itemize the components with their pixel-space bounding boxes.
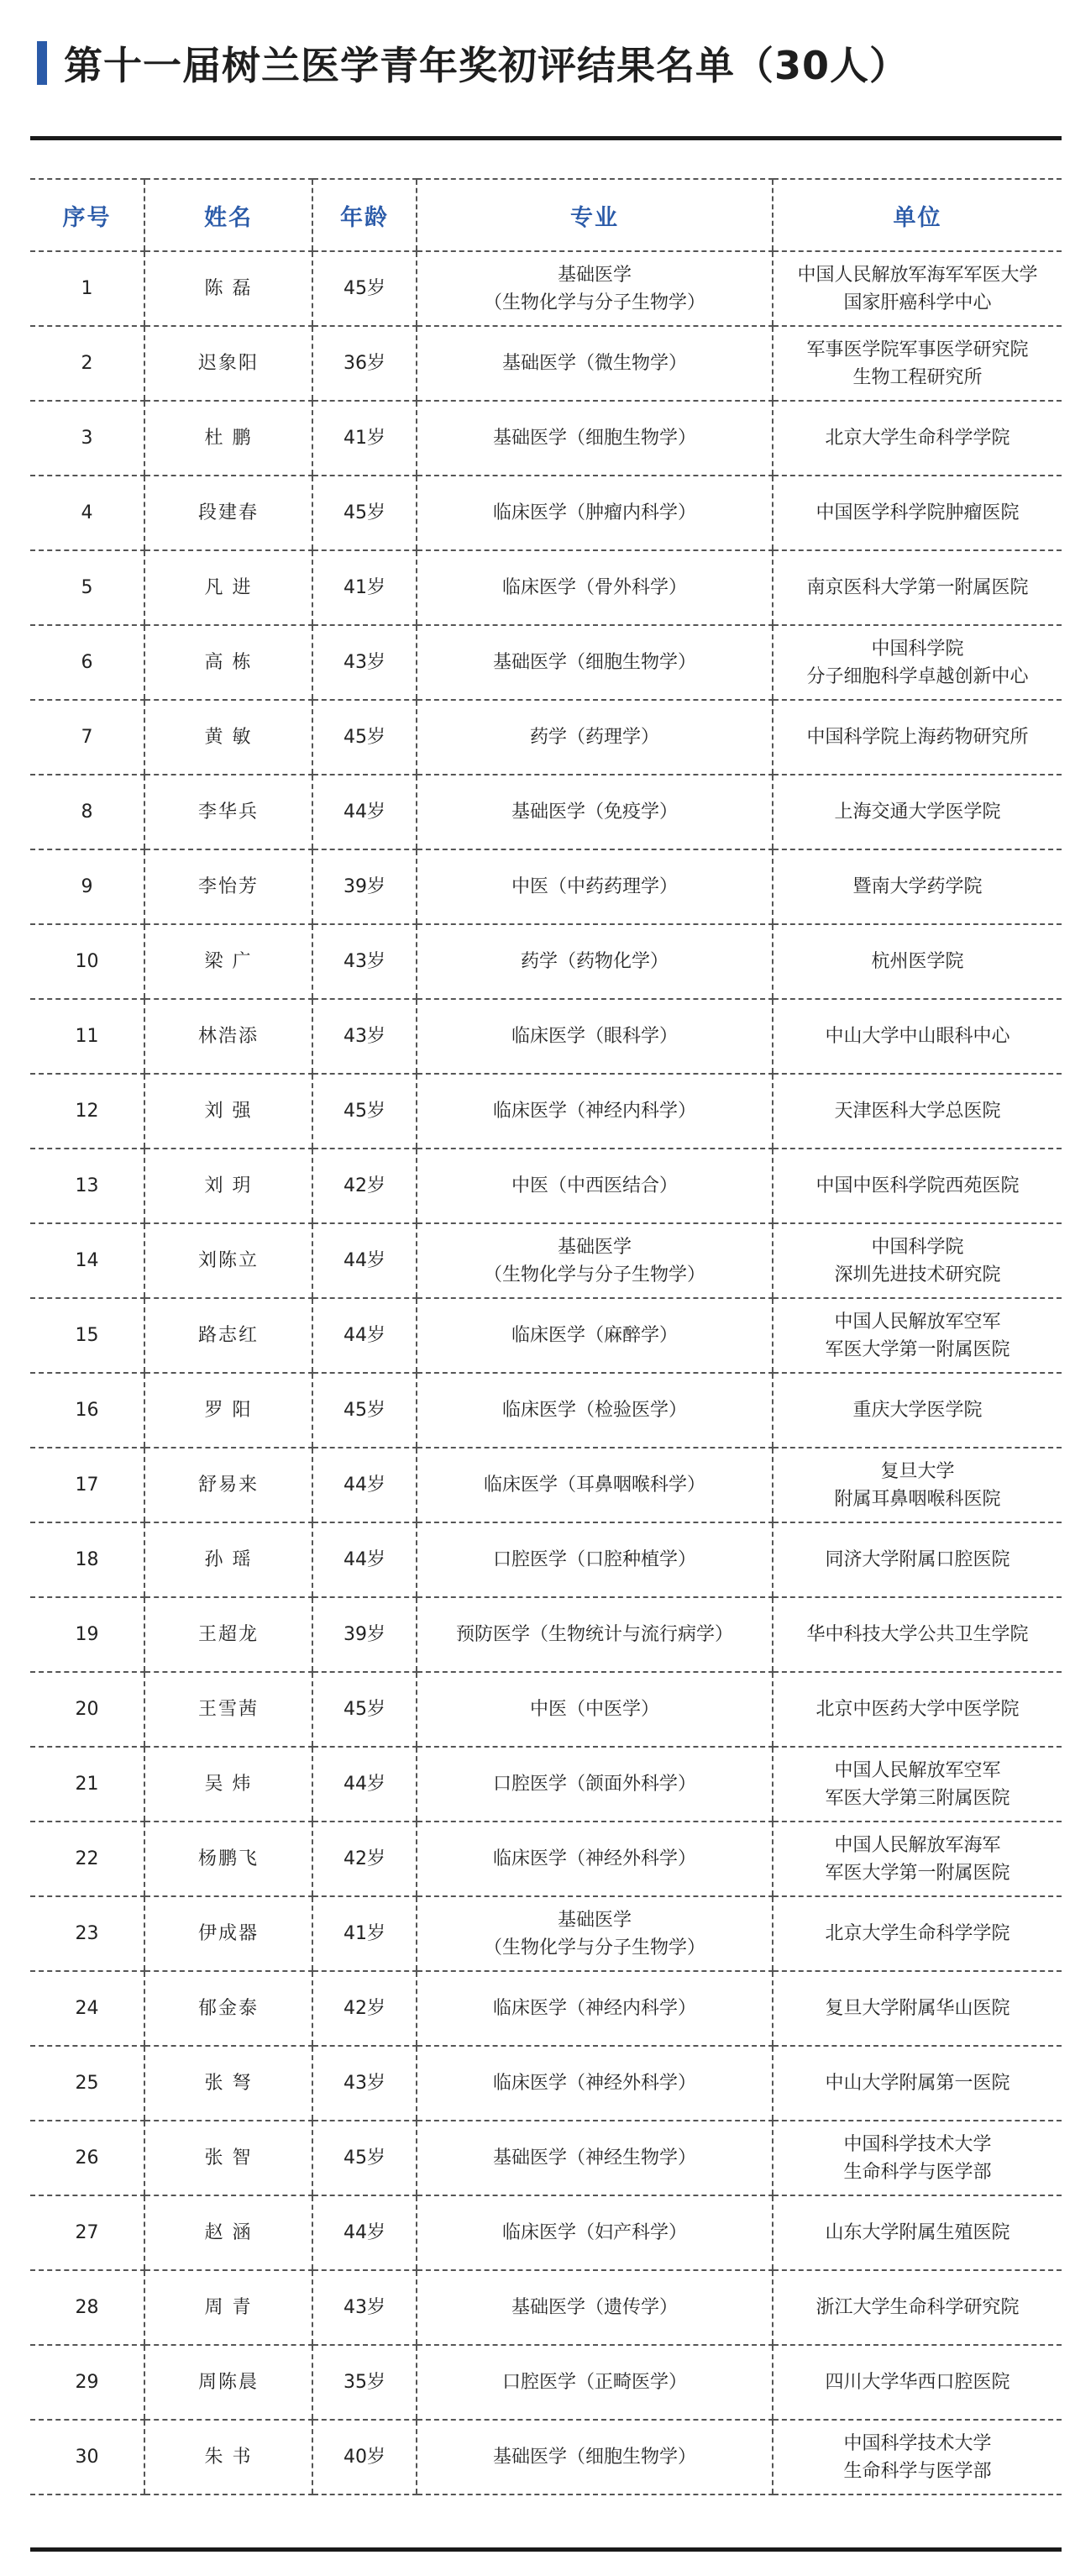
row-unit (773, 1672, 1062, 1747)
row-unit (773, 849, 1062, 924)
row-unit (773, 2420, 1062, 2495)
row-unit-line: 中国人民解放军空军 (834, 1311, 1001, 1333)
row-number: 3 (30, 401, 144, 476)
row-name: 李怡芳 (144, 849, 312, 924)
row-major (417, 2345, 773, 2420)
row-unit (773, 2345, 1062, 2420)
row-major-line: 临床医学（耳鼻咽喉科学） (483, 1475, 705, 1496)
row-major-line: 临床医学（神经内科学） (492, 1998, 696, 2019)
row-unit (773, 999, 1062, 1074)
row-unit-line: 天津医科大学总医院 (834, 1101, 1001, 1122)
row-unit-line: 四川大学华西口腔医院 (825, 2372, 1010, 2393)
row-number: 14 (30, 1223, 144, 1298)
row-number: 2 (30, 326, 144, 401)
row-major-line: 基础医学 (557, 1236, 632, 1258)
row-unit-line: 中国科学技术大学 (843, 2432, 992, 2454)
row-age: 43岁 (312, 2270, 417, 2345)
row-name: 朱 书 (144, 2420, 312, 2495)
row-name: 梁 广 (144, 924, 312, 999)
row-unit-line: 复旦大学 (880, 1460, 955, 1482)
table-row (30, 2046, 1062, 2121)
row-major-line: 基础医学（细胞生物学） (492, 652, 696, 673)
title-accent-bar (37, 41, 47, 85)
row-major (417, 849, 773, 924)
row-name: 周陈晨 (144, 2345, 312, 2420)
row-number: 23 (30, 1896, 144, 1971)
row-unit (773, 2270, 1062, 2345)
table-row (30, 2420, 1062, 2495)
row-name: 林浩添 (144, 999, 312, 1074)
table-row (30, 999, 1062, 1074)
row-unit (773, 625, 1062, 700)
table-body (30, 251, 1062, 2495)
row-age: 45岁 (312, 1672, 417, 1747)
row-number: 6 (30, 625, 144, 700)
row-name: 王雪茜 (144, 1672, 312, 1747)
header-unit: 单位 (773, 179, 1062, 251)
row-major-line: 基础医学（神经生物学） (492, 2148, 696, 2169)
row-unit-line: 中国人民解放军海军 (834, 1834, 1001, 1856)
row-age: 41岁 (312, 401, 417, 476)
row-unit (773, 401, 1062, 476)
row-unit-line: 生物工程研究所 (852, 366, 983, 388)
row-major (417, 1747, 773, 1822)
row-number: 25 (30, 2046, 144, 2121)
row-name: 张 弩 (144, 2046, 312, 2121)
row-age: 36岁 (312, 326, 417, 401)
row-major-line: 中医（中药药理学） (511, 876, 678, 897)
table-row (30, 1074, 1062, 1149)
row-unit-line: 南京医科大学第一附属医院 (806, 577, 1029, 598)
row-unit (773, 775, 1062, 849)
bottom-rule (30, 2547, 1062, 2552)
row-number: 30 (30, 2420, 144, 2495)
row-unit-line: 分子细胞科学卓越创新中心 (806, 665, 1029, 687)
row-major (417, 1672, 773, 1747)
row-major (417, 1971, 773, 2046)
row-number: 24 (30, 1971, 144, 2046)
table-row (30, 1747, 1062, 1822)
row-age: 42岁 (312, 1149, 417, 1223)
row-major-line: 基础医学（微生物学） (501, 353, 687, 374)
table-row (30, 476, 1062, 550)
row-unit (773, 1074, 1062, 1149)
row-unit-line: 浙江大学生命科学研究院 (815, 2297, 1020, 2318)
row-unit-line: 北京大学生命科学学院 (825, 1923, 1010, 1944)
row-number: 22 (30, 1822, 144, 1896)
row-major-line: 预防医学（生物统计与流行病学） (455, 1624, 733, 1645)
row-major (417, 1223, 773, 1298)
row-unit-line: 中国医学科学院肿瘤医院 (815, 502, 1020, 523)
row-name: 路志红 (144, 1298, 312, 1373)
row-major-line: 口腔医学（口腔种植学） (492, 1549, 696, 1570)
row-unit-line: 军事医学院军事医学研究院 (806, 339, 1029, 360)
row-major (417, 924, 773, 999)
row-age: 44岁 (312, 2195, 417, 2270)
row-unit (773, 1522, 1062, 1597)
row-major (417, 2121, 773, 2195)
row-major-line: 口腔医学（颌面外科学） (492, 1774, 696, 1795)
page-title: 第十一届树兰医学青年奖初评结果名单（30人） (64, 43, 910, 88)
table-row (30, 1597, 1062, 1672)
row-number: 27 (30, 2195, 144, 2270)
row-major (417, 999, 773, 1074)
row-unit (773, 550, 1062, 625)
row-age: 43岁 (312, 2046, 417, 2121)
row-number: 26 (30, 2121, 144, 2195)
row-major (417, 550, 773, 625)
row-unit (773, 1149, 1062, 1223)
row-unit-line: 杭州医学院 (871, 951, 964, 972)
row-unit (773, 1822, 1062, 1896)
row-major (417, 700, 773, 775)
row-major (417, 1074, 773, 1149)
row-major (417, 1597, 773, 1672)
row-major (417, 2420, 773, 2495)
row-major-line: 药学（药理学） (529, 727, 659, 748)
row-name: 刘 强 (144, 1074, 312, 1149)
row-age: 45岁 (312, 700, 417, 775)
row-number: 12 (30, 1074, 144, 1149)
row-age: 41岁 (312, 550, 417, 625)
row-major (417, 1448, 773, 1522)
row-unit (773, 1896, 1062, 1971)
row-unit-line: 军医大学第一附属医院 (825, 1338, 1010, 1360)
row-major-line: 临床医学（麻醉学） (511, 1325, 678, 1346)
row-major (417, 2046, 773, 2121)
row-major (417, 251, 773, 326)
table-row (30, 2270, 1062, 2345)
table-row (30, 849, 1062, 924)
row-number: 19 (30, 1597, 144, 1672)
header-row (30, 179, 1062, 251)
row-age: 45岁 (312, 251, 417, 326)
row-number: 28 (30, 2270, 144, 2345)
row-age: 45岁 (312, 1373, 417, 1448)
row-age: 43岁 (312, 625, 417, 700)
row-age: 42岁 (312, 1971, 417, 2046)
row-age: 41岁 (312, 1896, 417, 1971)
row-major-line: 基础医学 (557, 1909, 632, 1931)
row-major (417, 2270, 773, 2345)
row-major-line: 基础医学（细胞生物学） (492, 428, 696, 449)
row-number: 11 (30, 999, 144, 1074)
row-major-line: 临床医学（眼科学） (511, 1026, 678, 1047)
row-unit (773, 2046, 1062, 2121)
row-unit (773, 700, 1062, 775)
table-row (30, 1896, 1062, 1971)
row-major-line: 口腔医学（正畸医学） (501, 2372, 687, 2393)
row-number: 1 (30, 251, 144, 326)
row-name: 李华兵 (144, 775, 312, 849)
row-unit-line: 北京中医药大学中医学院 (815, 1699, 1020, 1720)
row-unit-line: 生命科学与医学部 (843, 2460, 992, 2482)
table-row (30, 1822, 1062, 1896)
row-unit-line: 中国科学院 (871, 638, 964, 660)
row-major-line: 中医（中医学） (529, 1699, 659, 1720)
table-row (30, 924, 1062, 999)
row-number: 8 (30, 775, 144, 849)
row-name: 孙 瑶 (144, 1522, 312, 1597)
header-name: 姓名 (144, 179, 312, 251)
row-name: 刘 玥 (144, 1149, 312, 1223)
row-major (417, 1298, 773, 1373)
row-major-line: （生物化学与分子生物学） (483, 1937, 705, 1958)
row-unit-line: 中国中医科学院西苑医院 (815, 1175, 1020, 1196)
table-row (30, 1298, 1062, 1373)
row-unit-line: 重庆大学医学院 (852, 1400, 983, 1421)
row-unit-line: 同济大学附属口腔医院 (825, 1549, 1010, 1570)
row-name: 伊成器 (144, 1896, 312, 1971)
table-row (30, 251, 1062, 326)
table-row (30, 2195, 1062, 2270)
row-age: 39岁 (312, 1597, 417, 1672)
row-age: 44岁 (312, 1223, 417, 1298)
title-bar (37, 34, 909, 92)
table-row (30, 775, 1062, 849)
table-row (30, 1223, 1062, 1298)
row-age: 44岁 (312, 1747, 417, 1822)
row-number: 17 (30, 1448, 144, 1522)
row-age: 43岁 (312, 924, 417, 999)
row-number: 10 (30, 924, 144, 999)
row-name: 陈 磊 (144, 251, 312, 326)
table-row (30, 401, 1062, 476)
row-major (417, 1373, 773, 1448)
row-age: 45岁 (312, 476, 417, 550)
table-row (30, 2345, 1062, 2420)
row-unit-line: 华中科技大学公共卫生学院 (806, 1624, 1029, 1645)
row-name: 杨鹏飞 (144, 1822, 312, 1896)
row-major (417, 775, 773, 849)
top-rule (30, 136, 1062, 140)
table-row (30, 550, 1062, 625)
table-row (30, 1971, 1062, 2046)
row-unit-line: 附属耳鼻咽喉科医院 (834, 1488, 1001, 1510)
row-unit-line: 中国人民解放军海军军医大学 (797, 264, 1038, 286)
row-major (417, 1822, 773, 1896)
row-name: 高 栋 (144, 625, 312, 700)
row-number: 5 (30, 550, 144, 625)
row-number: 29 (30, 2345, 144, 2420)
row-major-line: 基础医学（遗传学） (511, 2297, 678, 2318)
row-major-line: 临床医学（神经外科学） (492, 1848, 696, 1869)
row-unit (773, 924, 1062, 999)
row-name: 吴 炜 (144, 1747, 312, 1822)
row-unit (773, 326, 1062, 401)
row-unit-line: 中国科学技术大学 (843, 2133, 992, 2155)
row-major-line: （生物化学与分子生物学） (483, 1264, 705, 1285)
row-unit-line: 军医大学第三附属医院 (825, 1787, 1010, 1809)
row-name: 舒易来 (144, 1448, 312, 1522)
row-unit (773, 1223, 1062, 1298)
row-name: 王超龙 (144, 1597, 312, 1672)
row-major (417, 326, 773, 401)
row-major (417, 625, 773, 700)
row-major-line: 基础医学（细胞生物学） (492, 2447, 696, 2468)
row-unit-line: 暨南大学药学院 (852, 876, 983, 897)
table-header (30, 179, 1062, 251)
row-major-line: 基础医学 (557, 264, 632, 286)
row-number: 21 (30, 1747, 144, 1822)
row-major-line: 临床医学（妇产科学） (501, 2222, 687, 2243)
row-major (417, 401, 773, 476)
row-unit (773, 1597, 1062, 1672)
row-unit-line: 中国人民解放军空军 (834, 1759, 1001, 1781)
header-no: 序号 (30, 179, 144, 251)
row-name: 凡 进 (144, 550, 312, 625)
row-unit (773, 1747, 1062, 1822)
table-row (30, 1373, 1062, 1448)
table-row (30, 1672, 1062, 1747)
row-unit (773, 251, 1062, 326)
row-unit-line: 国家肝癌科学中心 (843, 292, 992, 313)
row-unit (773, 1971, 1062, 2046)
row-name: 段建春 (144, 476, 312, 550)
row-major (417, 2195, 773, 2270)
row-unit-line: 中国科学院上海药物研究所 (806, 727, 1029, 748)
row-age: 45岁 (312, 1074, 417, 1149)
row-unit-line: 中山大学附属第一医院 (825, 2073, 1010, 2094)
row-number: 16 (30, 1373, 144, 1448)
table-row (30, 625, 1062, 700)
table-row (30, 326, 1062, 401)
row-age: 45岁 (312, 2121, 417, 2195)
row-name: 迟象阳 (144, 326, 312, 401)
row-unit-line: 生命科学与医学部 (843, 2161, 992, 2183)
row-major-line: 临床医学（骨外科学） (501, 577, 687, 598)
row-number: 7 (30, 700, 144, 775)
row-major-line: 中医（中西医结合） (511, 1175, 678, 1196)
row-major (417, 1522, 773, 1597)
table-row (30, 2121, 1062, 2195)
row-unit (773, 1298, 1062, 1373)
header-major: 专业 (417, 179, 773, 251)
row-unit-line: 山东大学附属生殖医院 (825, 2222, 1010, 2243)
row-name: 郁金泰 (144, 1971, 312, 2046)
row-major (417, 476, 773, 550)
row-age: 44岁 (312, 1522, 417, 1597)
row-unit-line: 军医大学第一附属医院 (825, 1862, 1010, 1884)
row-major-line: （生物化学与分子生物学） (483, 292, 705, 313)
table-row (30, 700, 1062, 775)
row-unit (773, 2195, 1062, 2270)
row-age: 43岁 (312, 999, 417, 1074)
row-unit (773, 1448, 1062, 1522)
row-age: 44岁 (312, 1448, 417, 1522)
row-unit-line: 深圳先进技术研究院 (834, 1264, 1001, 1285)
table-row (30, 1149, 1062, 1223)
row-name: 罗 阳 (144, 1373, 312, 1448)
row-age: 35岁 (312, 2345, 417, 2420)
row-major-line: 临床医学（肿瘤内科学） (492, 502, 696, 523)
row-major-line: 药学（药物化学） (520, 951, 669, 972)
row-major-line: 临床医学（神经内科学） (492, 1101, 696, 1122)
row-number: 9 (30, 849, 144, 924)
row-number: 18 (30, 1522, 144, 1597)
row-number: 4 (30, 476, 144, 550)
row-major (417, 1896, 773, 1971)
row-major (417, 1149, 773, 1223)
row-name: 周 青 (144, 2270, 312, 2345)
row-major-line: 基础医学（免疫学） (511, 802, 678, 823)
row-name: 刘陈立 (144, 1223, 312, 1298)
row-major-line: 临床医学（神经外科学） (492, 2073, 696, 2094)
row-name: 杜 鹏 (144, 401, 312, 476)
row-name: 黄 敏 (144, 700, 312, 775)
row-age: 44岁 (312, 1298, 417, 1373)
table-row (30, 1522, 1062, 1597)
row-age: 42岁 (312, 1822, 417, 1896)
row-major-line: 临床医学（检验医学） (501, 1400, 687, 1421)
row-unit (773, 1373, 1062, 1448)
row-unit-line: 中山大学中山眼科中心 (825, 1026, 1010, 1047)
row-number: 13 (30, 1149, 144, 1223)
row-unit-line: 上海交通大学医学院 (834, 802, 1001, 823)
row-unit-line: 北京大学生命科学学院 (825, 428, 1010, 449)
row-unit-line: 复旦大学附属华山医院 (825, 1998, 1010, 2019)
row-number: 15 (30, 1298, 144, 1373)
table-row (30, 1448, 1062, 1522)
results-table (30, 178, 1062, 2495)
row-name: 赵 涵 (144, 2195, 312, 2270)
row-age: 40岁 (312, 2420, 417, 2495)
row-unit (773, 2121, 1062, 2195)
row-unit (773, 476, 1062, 550)
row-age: 39岁 (312, 849, 417, 924)
row-number: 20 (30, 1672, 144, 1747)
row-unit-line: 中国科学院 (871, 1236, 964, 1258)
row-name: 张 智 (144, 2121, 312, 2195)
header-age: 年龄 (312, 179, 417, 251)
row-age: 44岁 (312, 775, 417, 849)
